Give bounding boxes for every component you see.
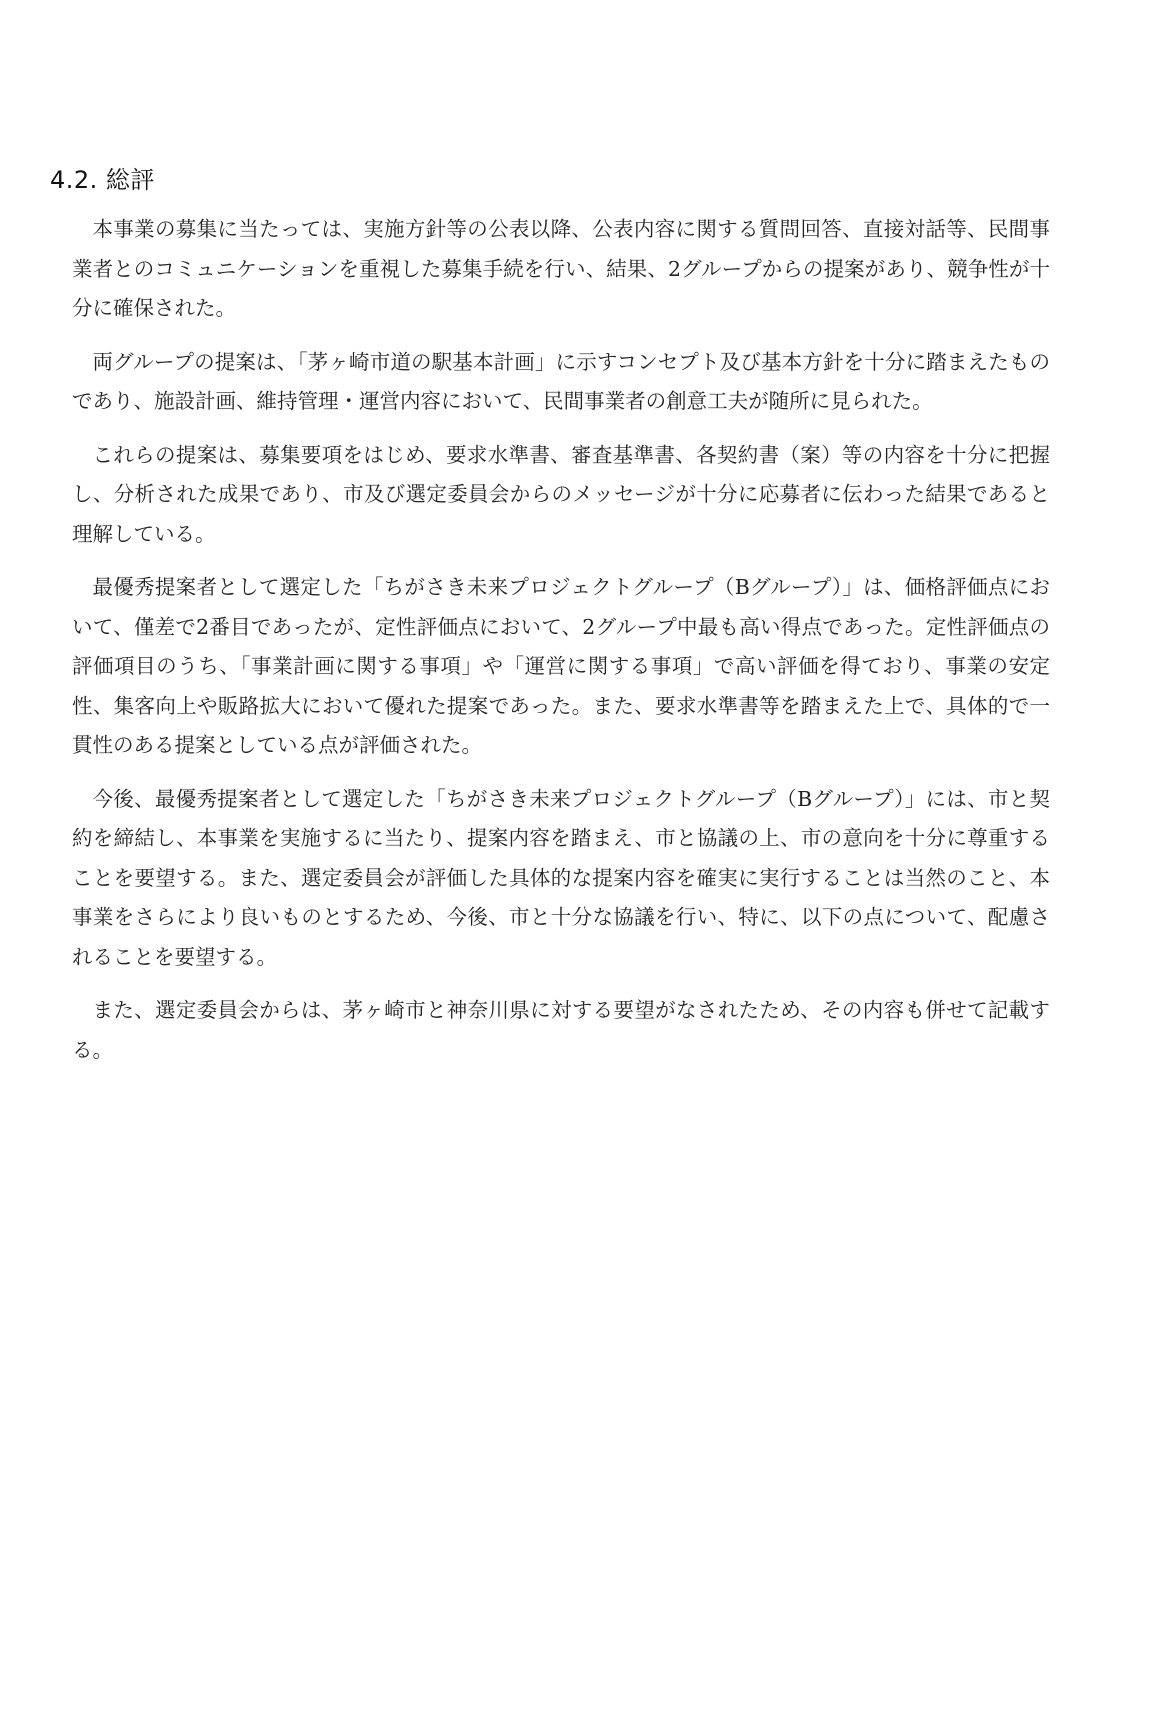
paragraph-analysis: これらの提案は、募集要項をはじめ、要求水準書、審査基準書、各契約書（案）等の内容を十分に把握し、分析された成果であり、市及び選定委員会からのメッセージが十分に応募者に伝わった結果であると理解している。 xyxy=(72,442,1050,546)
paragraph-best-proposer: 最優秀提案者として選定した「ちがさき未来プロジェクトグループ（Bグループ）」は、価格評価点において、僅差で2番目であったが、定性評価点において、2グループ中最も高い得点であった。定性評価点の評価項目のうち、「事業計画に関する事項」や「運営に関する事項」で高い評価を得ており、事業の安定性、集客向上や販路拡大において優れた提案であった。また、要求水準書等を踏まえた上で、具体的で一貫性のある提案としている点が評価された。 xyxy=(72,575,1050,757)
paragraph-proposals: 両グループの提案は、「茅ヶ崎市道の駅基本計画」に示すコンセプト及び基本方針を十分に踏まえたものであり、施設計画、維持管理・運営内容において、民間事業者の創意工夫が随所に見られた。 xyxy=(72,349,1050,413)
paragraph-requests: 今後、最優秀提案者として選定した「ちがさき未来プロジェクトグループ（Bグループ）」には、市と契約を締結し、本事業を実施するに当たり、提案内容を踏まえ、市と協議の上、市の意向を十分に尊重することを要望する。また、選定委員会が評価した具体的な提案内容を確実に実行することは当然のこと、本事業をさらにより良いものとするため、今後、市と十分な協議を行い、特に、以下の点について、配慮されることを要望する。 xyxy=(72,786,1050,969)
paragraph-additional-requests: また、選定委員会からは、茅ヶ崎市と神奈川県に対する要望がなされたため、その内容も併せて記載する。 xyxy=(72,998,1050,1062)
paragraph-overview: 本事業の募集に当たっては、実施方針等の公表以降、公表内容に関する質問回答、直接対話等、民間事業者とのコミュニケーションを重視した募集手続を行い、結果、2グループからの提案があり、競争性が十分に確保された。 xyxy=(72,217,1050,320)
section-body xyxy=(72,210,1050,1084)
section-heading: 4.2. 総評 xyxy=(50,166,155,194)
